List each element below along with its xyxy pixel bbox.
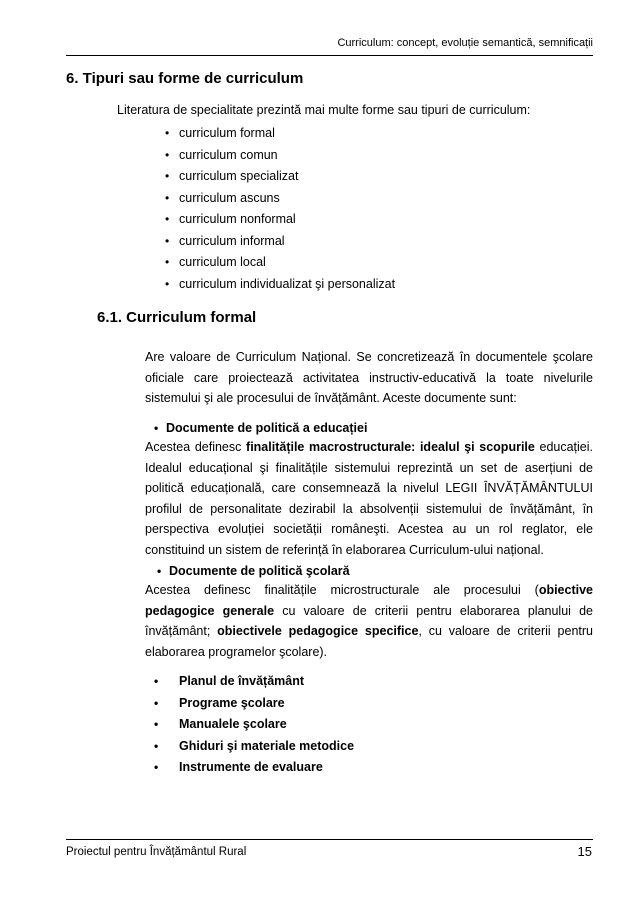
bullet-icon: •	[165, 255, 170, 269]
bullet-icon: •	[165, 169, 170, 183]
bullet-icon: •	[165, 126, 170, 140]
list-item: • curriculum nonformal	[165, 212, 296, 226]
list-item: • curriculum local	[165, 255, 266, 269]
list-item: • curriculum formal	[165, 126, 275, 140]
list-item: • Manualele şcolare	[154, 717, 287, 731]
subsection-title: 6.1. Curriculum formal	[97, 309, 257, 326]
bullet-icon: •	[157, 564, 162, 578]
header-rule	[66, 55, 593, 56]
heading-school-policy: • Documente de politică şcolară	[157, 564, 350, 578]
paragraph-school-policy: Acestea definesc finalitățile microstructurale ale procesului (obiective pedagogice generale cu valoare de criterii pentru elaborarea planului de învățământ; obiectivele pedagogice specifice, cu valoare de criterii pentru elaborarea programelor şcolare).	[145, 583, 593, 659]
list-item: • curriculum informal	[165, 233, 285, 248]
page-number: 15	[577, 844, 592, 859]
section-intro: Literatura de specialitate prezintă mai multe forme sau tipuri de curriculum:	[117, 103, 531, 117]
bullet-icon: •	[154, 760, 159, 774]
curriculum-types-list	[163, 124, 395, 296]
bullet-icon: •	[154, 674, 159, 688]
list-item: • Programe şcolare	[154, 695, 285, 710]
bullet-icon: •	[154, 421, 159, 435]
footer-project-name: Proiectul pentru Învățământul Rural	[66, 846, 247, 858]
bullet-icon: •	[165, 212, 170, 226]
list-item: • curriculum ascuns	[165, 190, 280, 205]
footer-rule	[66, 839, 593, 840]
list-item: • curriculum comun	[165, 147, 278, 162]
section-title: 6. Tipuri sau forme de curriculum	[66, 70, 304, 87]
list-item: • Planul de învățământ	[154, 674, 305, 688]
bullet-icon: •	[165, 233, 170, 248]
bullet-icon: •	[154, 717, 159, 731]
bullet-icon: •	[165, 190, 170, 205]
paragraph-education-policy: Acestea definesc finalitățile macrostructurale: idealul şi scopurile educației. Idealul educațional şi finalitățile sistemului reprezintă un set de aserțiuni de politică educațională, care consemnează la nivelul LEGII ÎNVĂȚĂMÂNTULUI profilul de personalitate dezirabil la absolvenții sistemului de învățământ, în perspectiva evoluției societății româneşti. Acestea au un rol reglator, ele constituind un sistem de referință în elaborarea Curriculum-ului național.	[145, 440, 594, 557]
running-header: Curriculum: concept, evoluție semantică, semnificații	[337, 37, 593, 49]
list-item: • curriculum specializat	[165, 169, 299, 183]
school-documents-list	[152, 672, 354, 780]
bullet-icon: •	[165, 147, 170, 162]
paragraph-formal-intro: Are valoare de Curriculum Național. Se concretizează în documentele şcolare oficiale care proiectează activitatea instructiv-educativă la toate nivelurile sistemului şi ale procesului de învățământ. Aceste documente sunt:	[145, 350, 593, 405]
heading-education-policy: • Documente de politică a educației	[154, 421, 368, 435]
bullet-icon: •	[154, 695, 159, 710]
list-item: • Instrumente de evaluare	[154, 760, 323, 774]
list-item: • Ghiduri şi materiale metodice	[154, 738, 355, 753]
list-item: • curriculum individualizat şi personalizat	[165, 276, 396, 291]
bullet-icon: •	[165, 276, 170, 291]
bullet-icon: •	[154, 738, 159, 753]
